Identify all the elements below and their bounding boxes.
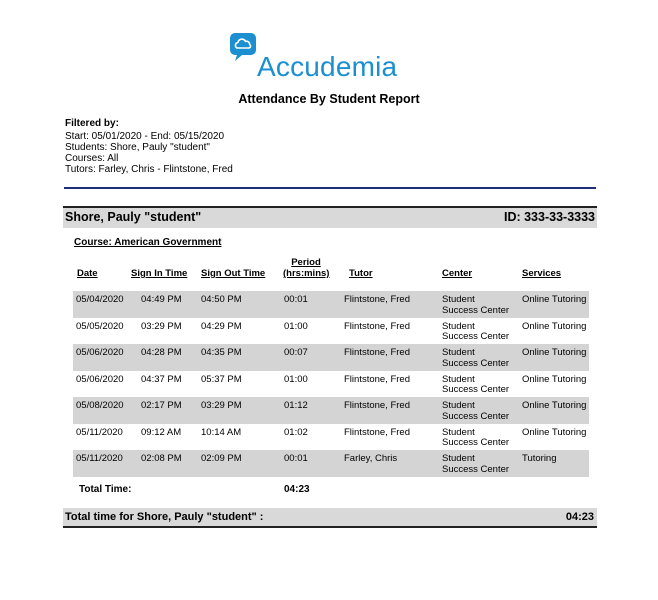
center-line-2: Success Center — [442, 384, 510, 395]
cell-service: Online Tutoring — [522, 294, 587, 305]
filter-date-range: Start: 05/01/2020 - End: 05/15/2020 — [65, 131, 225, 142]
center-line-1: Student — [442, 320, 475, 332]
center-line-2: Success Center — [442, 437, 510, 448]
col-header-sign-in: Sign In Time — [131, 268, 188, 279]
student-header — [63, 206, 597, 228]
col-header-period-units: (hrs:mins) — [283, 268, 330, 279]
cell-sign-in: 04:49 PM — [141, 294, 182, 305]
cell-sign-out: 04:35 PM — [201, 347, 242, 358]
cell-center — [442, 454, 509, 475]
grand-total-value: 04:23 — [565, 511, 594, 523]
cell-period: 01:00 — [284, 320, 308, 332]
center-line-1: Student — [442, 373, 475, 385]
center-line-2: Success Center — [442, 331, 510, 342]
cell-sign-out: 03:29 PM — [201, 400, 242, 411]
cell-sign-in: 04:28 PM — [141, 347, 182, 358]
table-row — [73, 450, 589, 477]
cell-service: Online Tutoring — [522, 373, 587, 385]
total-time-value: 04:23 — [284, 484, 310, 495]
student-id: ID: 333-33-3333 — [503, 210, 595, 224]
attendance-table — [73, 291, 589, 477]
cloud-chat-icon — [229, 32, 259, 62]
cell-tutor: Flintstone, Fred — [344, 373, 410, 385]
cell-period: 01:02 — [284, 426, 308, 438]
report-title: Attendance By Student Report — [238, 92, 420, 106]
center-line-1: Student — [442, 453, 475, 464]
cell-service: Online Tutoring — [522, 400, 587, 411]
cell-tutor: Flintstone, Fred — [344, 294, 410, 305]
col-header-period: Period — [291, 257, 321, 268]
cell-sign-out: 02:09 PM — [201, 453, 242, 464]
filter-students: Students: Shore, Pauly "student" — [65, 142, 210, 153]
cell-tutor: Farley, Chris — [344, 453, 398, 464]
cell-tutor: Flintstone, Fred — [344, 400, 410, 411]
brand-name: Accudemia — [257, 51, 398, 82]
cell-tutor: Flintstone, Fred — [344, 320, 410, 332]
table-row — [73, 291, 589, 318]
center-line-1: Student — [442, 400, 475, 411]
student-name: Shore, Pauly "student" — [65, 210, 202, 224]
cell-center — [442, 322, 509, 343]
table-row — [73, 344, 589, 371]
filter-tutors: Tutors: Farley, Chris - Flintstone, Fred — [65, 164, 233, 175]
cell-service: Tutoring — [522, 453, 557, 464]
cell-service: Online Tutoring — [522, 320, 587, 332]
cell-center — [442, 348, 509, 369]
total-time-label: Total Time: — [79, 484, 132, 495]
cell-service: Online Tutoring — [522, 347, 587, 358]
cell-date: 05/05/2020 — [76, 320, 124, 332]
cell-tutor: Flintstone, Fred — [344, 347, 410, 358]
cell-sign-in: 09:12 AM — [141, 426, 182, 438]
cell-date: 05/06/2020 — [76, 347, 124, 358]
cell-period: 00:07 — [284, 347, 308, 358]
cell-center — [442, 428, 509, 449]
center-line-2: Success Center — [442, 410, 510, 422]
cell-sign-in: 02:17 PM — [141, 400, 182, 411]
col-header-date: Date — [77, 268, 98, 279]
center-line-2: Success Center — [442, 304, 510, 316]
center-line-1: Student — [442, 426, 475, 438]
cell-period: 01:12 — [284, 400, 308, 411]
table-row — [73, 397, 589, 424]
cell-period: 01:00 — [284, 373, 308, 385]
grand-total-bar — [63, 508, 597, 528]
table-row — [73, 371, 589, 398]
cell-sign-out: 10:14 AM — [201, 426, 242, 438]
center-line-2: Success Center — [442, 463, 510, 475]
col-header-tutor: Tutor — [349, 268, 373, 279]
header-divider — [64, 187, 596, 189]
cell-center — [442, 295, 509, 316]
cell-date: 05/06/2020 — [76, 373, 124, 385]
filter-summary — [65, 118, 233, 175]
cell-sign-in: 03:29 PM — [141, 320, 182, 332]
cell-date: 05/04/2020 — [76, 294, 124, 305]
cell-date: 05/08/2020 — [76, 400, 124, 411]
cell-sign-in: 02:08 PM — [141, 453, 182, 464]
col-header-center: Center — [442, 268, 473, 279]
col-header-sign-out: Sign Out Time — [201, 268, 266, 279]
center-line-1: Student — [442, 294, 475, 305]
accudemia-logo — [229, 32, 409, 84]
course-title: Course: American Government — [74, 237, 222, 248]
grand-total-label: Total time for Shore, Pauly "student" : — [65, 511, 264, 523]
cell-period: 00:01 — [284, 453, 308, 464]
cell-sign-out: 04:50 PM — [201, 294, 242, 305]
center-line-1: Student — [442, 347, 475, 358]
cell-date: 05/11/2020 — [76, 426, 123, 438]
cell-tutor: Flintstone, Fred — [344, 426, 410, 438]
cell-date: 05/11/2020 — [76, 453, 123, 464]
cell-sign-out: 05:37 PM — [201, 373, 242, 385]
col-header-services: Services — [522, 268, 562, 279]
cell-center — [442, 375, 509, 396]
cell-period: 00:01 — [284, 294, 308, 305]
table-row — [73, 318, 589, 345]
cell-center — [442, 401, 509, 422]
cell-sign-out: 04:29 PM — [201, 320, 242, 332]
cell-service: Online Tutoring — [522, 426, 587, 438]
filter-courses: Courses: All — [65, 153, 119, 164]
table-row — [73, 424, 589, 451]
filter-heading: Filtered by: — [65, 118, 119, 129]
cell-sign-in: 04:37 PM — [141, 373, 182, 385]
center-line-2: Success Center — [442, 357, 510, 369]
